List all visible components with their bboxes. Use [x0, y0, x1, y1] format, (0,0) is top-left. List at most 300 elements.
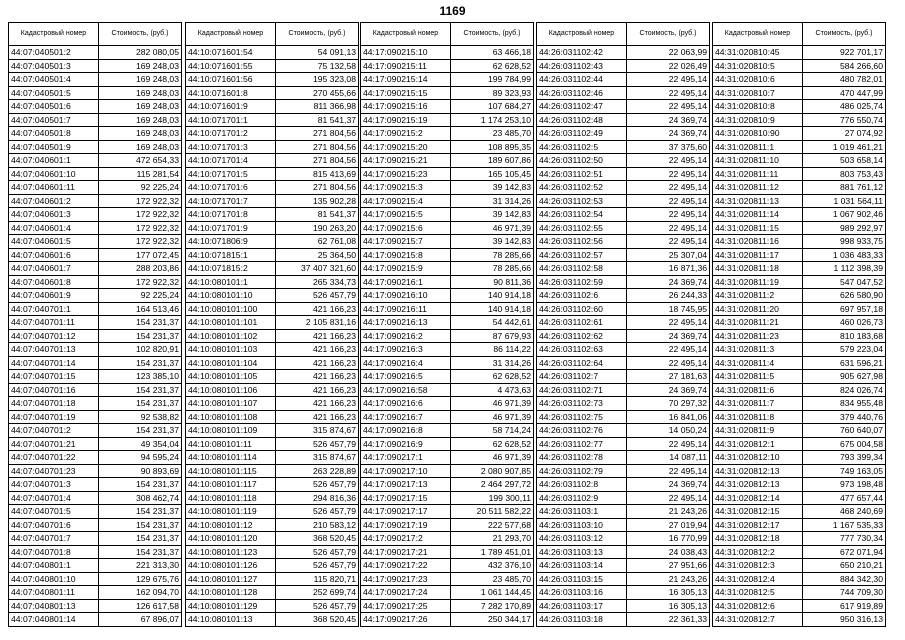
cadastral-table-5	[712, 22, 886, 627]
cadastral-number-cell: 44:10:071701:4	[186, 154, 276, 168]
cost-cell: 24 369,74	[627, 329, 710, 343]
cost-cell: 922 701,17	[803, 46, 886, 60]
cost-cell: 884 342,30	[803, 572, 886, 586]
cadastral-number-cell: 44:26:031102:55	[537, 221, 627, 235]
cadastral-number-cell: 44:07:040801:13	[9, 599, 99, 613]
cost-cell: 421 166,23	[276, 343, 359, 357]
table-row	[537, 154, 710, 168]
cost-cell: 154 231,37	[99, 329, 182, 343]
table-row	[9, 410, 182, 424]
cost-cell: 421 166,23	[276, 302, 359, 316]
cost-cell: 793 399,34	[803, 451, 886, 465]
cost-cell: 526 457,79	[276, 599, 359, 613]
cadastral-number-cell: 44:07:040601:4	[9, 221, 99, 235]
table-row	[186, 248, 359, 262]
cadastral-number-header: Кадастровый номер	[9, 23, 99, 46]
cost-cell: 1 167 535,33	[803, 518, 886, 532]
table-row	[9, 140, 182, 154]
table-row	[361, 329, 534, 343]
table-row	[186, 343, 359, 357]
cadastral-number-cell: 44:10:080101:120	[186, 532, 276, 546]
cost-cell: 7 282 170,89	[451, 599, 534, 613]
table-row	[186, 127, 359, 141]
table-row	[713, 356, 886, 370]
cadastral-number-header: Кадастровый номер	[713, 23, 803, 46]
cadastral-number-cell: 44:07:040701:5	[9, 505, 99, 519]
cost-cell: 169 248,03	[99, 127, 182, 141]
cost-cell: 526 457,79	[276, 289, 359, 303]
cadastral-number-cell: 44:10:071601:55	[186, 59, 276, 73]
cost-cell: 26 244,33	[627, 289, 710, 303]
cost-cell: 21 293,70	[451, 532, 534, 546]
cadastral-number-cell: 44:17:090216:2	[361, 329, 451, 343]
cadastral-number-cell: 44:07:040601:10	[9, 167, 99, 181]
cadastral-number-cell: 44:10:071701:9	[186, 221, 276, 235]
table-header-row	[9, 23, 182, 46]
cost-cell: 21 243,26	[627, 572, 710, 586]
table-row	[361, 559, 534, 573]
table-row	[361, 518, 534, 532]
cadastral-number-cell: 44:17:090217:13	[361, 478, 451, 492]
cost-cell: 4 473,63	[451, 383, 534, 397]
cost-cell: 749 163,05	[803, 464, 886, 478]
cadastral-number-cell: 44:17:090217:21	[361, 545, 451, 559]
cost-cell: 172 922,32	[99, 194, 182, 208]
cadastral-number-cell: 44:26:031103:10	[537, 518, 627, 532]
cost-cell: 760 640,07	[803, 424, 886, 438]
table-row	[713, 329, 886, 343]
cadastral-number-cell: 44:31:020811:3	[713, 343, 803, 357]
cost-cell: 27 074,92	[803, 127, 886, 141]
cost-cell: 2 105 831,16	[276, 316, 359, 330]
cadastral-number-cell: 44:07:040701:15	[9, 370, 99, 384]
cadastral-number-cell: 44:10:080101:118	[186, 491, 276, 505]
cadastral-number-header: Кадастровый номер	[537, 23, 627, 46]
cost-cell: 315 874,67	[276, 424, 359, 438]
table-row	[713, 410, 886, 424]
table-row	[537, 235, 710, 249]
table-row	[713, 518, 886, 532]
cadastral-number-cell: 44:07:040701:21	[9, 437, 99, 451]
cadastral-number-cell: 44:31:020810:9	[713, 113, 803, 127]
table-row	[537, 194, 710, 208]
cadastral-number-cell: 44:31:020812:7	[713, 613, 803, 627]
cost-cell: 803 753,43	[803, 167, 886, 181]
cadastral-number-cell: 44:31:020811:18	[713, 262, 803, 276]
cadastral-number-cell: 44:31:020812:5	[713, 586, 803, 600]
table-row	[713, 599, 886, 613]
cadastral-number-cell: 44:17:090215:9	[361, 262, 451, 276]
cost-cell: 169 248,03	[99, 113, 182, 127]
table-row	[361, 140, 534, 154]
cost-cell: 1 067 902,46	[803, 208, 886, 222]
table-row	[713, 505, 886, 519]
cost-cell: 89 323,93	[451, 86, 534, 100]
cost-cell: 421 166,23	[276, 397, 359, 411]
table-row	[186, 491, 359, 505]
cost-cell: 263 228,89	[276, 464, 359, 478]
table-row	[537, 140, 710, 154]
cadastral-number-cell: 44:26:031102:54	[537, 208, 627, 222]
table-row	[537, 532, 710, 546]
cadastral-number-cell: 44:26:031103:17	[537, 599, 627, 613]
cadastral-number-cell: 44:07:040501:7	[9, 113, 99, 127]
cost-cell: 63 466,18	[451, 46, 534, 60]
cadastral-number-cell: 44:31:020811:7	[713, 397, 803, 411]
cadastral-number-cell: 44:26:031102:49	[537, 127, 627, 141]
cost-cell: 172 922,32	[99, 221, 182, 235]
cost-cell: 22 495,14	[627, 356, 710, 370]
cadastral-number-cell: 44:26:031103:14	[537, 559, 627, 573]
table-row	[361, 356, 534, 370]
cost-cell: 62 761,08	[276, 235, 359, 249]
cost-cell: 22 495,14	[627, 221, 710, 235]
cadastral-number-cell: 44:26:031102:8	[537, 478, 627, 492]
cost-cell: 22 495,14	[627, 316, 710, 330]
cadastral-number-cell: 44:17:090216:4	[361, 356, 451, 370]
cost-cell: 21 243,26	[627, 505, 710, 519]
table-row	[9, 397, 182, 411]
cadastral-number-cell: 44:31:020811:12	[713, 181, 803, 195]
cadastral-number-cell: 44:17:090216:1	[361, 275, 451, 289]
cost-cell: 22 495,14	[627, 464, 710, 478]
cost-cell: 164 513,46	[99, 302, 182, 316]
table-row	[9, 113, 182, 127]
cadastral-number-cell: 44:26:031103:16	[537, 586, 627, 600]
table-row	[361, 613, 534, 627]
cadastral-number-cell: 44:17:090217:22	[361, 559, 451, 573]
cost-cell: 18 745,95	[627, 302, 710, 316]
cadastral-number-cell: 44:07:040701:13	[9, 343, 99, 357]
table-row	[361, 478, 534, 492]
cost-cell: 154 231,37	[99, 356, 182, 370]
cost-cell: 154 231,37	[99, 518, 182, 532]
table-row	[186, 532, 359, 546]
cost-cell: 169 248,03	[99, 100, 182, 114]
table-row	[361, 46, 534, 60]
table-row	[361, 599, 534, 613]
table-row	[713, 235, 886, 249]
cadastral-number-header: Кадастровый номер	[186, 23, 276, 46]
cadastral-table-3	[360, 22, 534, 627]
cost-cell: 526 457,79	[276, 559, 359, 573]
cost-cell: 421 166,23	[276, 383, 359, 397]
cost-cell: 626 580,90	[803, 289, 886, 303]
cost-cell: 1 036 483,33	[803, 248, 886, 262]
cost-header: Стоимость, (руб.)	[451, 23, 534, 46]
cost-header: Стоимость, (руб.)	[627, 23, 710, 46]
cost-cell: 421 166,23	[276, 329, 359, 343]
table-row	[361, 545, 534, 559]
cost-cell: 20 511 582,22	[451, 505, 534, 519]
cadastral-number-cell: 44:26:031102:5	[537, 140, 627, 154]
table-row	[537, 518, 710, 532]
table-row	[9, 545, 182, 559]
cadastral-number-cell: 44:07:040701:8	[9, 545, 99, 559]
table-row	[713, 140, 886, 154]
cadastral-number-cell: 44:31:020810:7	[713, 86, 803, 100]
table-row	[713, 275, 886, 289]
cadastral-number-cell: 44:07:040501:8	[9, 127, 99, 141]
cadastral-number-cell: 44:26:031103:18	[537, 613, 627, 627]
table-row	[9, 59, 182, 73]
table-row	[9, 154, 182, 168]
table-row	[537, 410, 710, 424]
cost-cell: 154 231,37	[99, 478, 182, 492]
cadastral-number-cell: 44:07:040501:5	[9, 86, 99, 100]
table-row	[186, 100, 359, 114]
cost-cell: 1 112 398,39	[803, 262, 886, 276]
cadastral-number-cell: 44:26:031102:7	[537, 370, 627, 384]
cadastral-number-cell: 44:31:020811:11	[713, 167, 803, 181]
cost-cell: 22 361,33	[627, 613, 710, 627]
cost-cell: 1 789 451,01	[451, 545, 534, 559]
cost-cell: 46 971,39	[451, 451, 534, 465]
cadastral-number-cell: 44:10:080101:102	[186, 329, 276, 343]
cadastral-number-cell: 44:31:020812:17	[713, 518, 803, 532]
cost-cell: 31 314,26	[451, 356, 534, 370]
cadastral-number-cell: 44:07:040501:4	[9, 73, 99, 87]
cost-cell: 315 874,67	[276, 451, 359, 465]
cadastral-number-cell: 44:07:040601:3	[9, 208, 99, 222]
cost-cell: 169 248,03	[99, 73, 182, 87]
cadastral-number-cell: 44:17:090216:3	[361, 343, 451, 357]
cost-cell: 54 091,13	[276, 46, 359, 60]
cadastral-number-cell: 44:17:090215:7	[361, 235, 451, 249]
cadastral-number-cell: 44:26:031102:62	[537, 329, 627, 343]
cost-cell: 271 804,56	[276, 127, 359, 141]
cost-cell: 24 369,74	[627, 275, 710, 289]
cost-cell: 221 313,30	[99, 559, 182, 573]
cost-cell: 154 231,37	[99, 505, 182, 519]
cost-cell: 140 914,18	[451, 302, 534, 316]
cadastral-number-cell: 44:26:031102:75	[537, 410, 627, 424]
table-row	[537, 613, 710, 627]
cadastral-number-cell: 44:17:090216:8	[361, 424, 451, 438]
cadastral-number-cell: 44:10:080101:108	[186, 410, 276, 424]
cadastral-number-cell: 44:31:020811:10	[713, 154, 803, 168]
cadastral-number-cell: 44:10:080101:12	[186, 518, 276, 532]
cost-cell: 368 520,45	[276, 532, 359, 546]
cadastral-number-cell: 44:07:040701:23	[9, 464, 99, 478]
cost-cell: 421 166,23	[276, 410, 359, 424]
cadastral-number-cell: 44:26:031103:12	[537, 532, 627, 546]
cadastral-number-cell: 44:07:040601:7	[9, 262, 99, 276]
table-row	[713, 545, 886, 559]
cadastral-number-cell: 44:26:031102:52	[537, 181, 627, 195]
table-row	[713, 73, 886, 87]
cadastral-number-cell: 44:26:031102:73	[537, 397, 627, 411]
table-row	[361, 343, 534, 357]
cadastral-number-cell: 44:10:080101:1	[186, 275, 276, 289]
table-row	[9, 613, 182, 627]
cadastral-number-cell: 44:17:090215:3	[361, 181, 451, 195]
table-row	[713, 289, 886, 303]
table-row	[713, 586, 886, 600]
table-row	[9, 491, 182, 505]
cadastral-number-cell: 44:17:090217:2	[361, 532, 451, 546]
table-row	[537, 599, 710, 613]
table-row	[186, 181, 359, 195]
cadastral-number-cell: 44:26:031102:44	[537, 73, 627, 87]
cost-cell: 810 183,68	[803, 329, 886, 343]
cadastral-number-cell: 44:26:031102:60	[537, 302, 627, 316]
cadastral-number-cell: 44:26:031103:15	[537, 572, 627, 586]
cost-cell: 744 709,30	[803, 586, 886, 600]
cost-cell: 250 344,17	[451, 613, 534, 627]
table-row	[361, 262, 534, 276]
cost-cell: 37 407 321,60	[276, 262, 359, 276]
table-row	[186, 59, 359, 73]
table-row	[9, 599, 182, 613]
cost-cell: 650 210,21	[803, 559, 886, 573]
table-header-row	[361, 23, 534, 46]
table-header-row	[713, 23, 886, 46]
cadastral-number-cell: 44:31:020811:17	[713, 248, 803, 262]
table-row	[9, 86, 182, 100]
table-row	[537, 370, 710, 384]
table-row	[186, 275, 359, 289]
cadastral-number-cell: 44:26:031102:9	[537, 491, 627, 505]
table-row	[9, 572, 182, 586]
table-row	[186, 410, 359, 424]
table-row	[537, 572, 710, 586]
table-row	[361, 424, 534, 438]
cost-header: Стоимость, (руб.)	[99, 23, 182, 46]
cadastral-number-cell: 44:17:090216:10	[361, 289, 451, 303]
table-row	[186, 478, 359, 492]
table-row	[713, 383, 886, 397]
cost-cell: 37 375,60	[627, 140, 710, 154]
table-row	[361, 73, 534, 87]
cadastral-number-cell: 44:07:040701:7	[9, 532, 99, 546]
table-row	[186, 73, 359, 87]
cost-cell: 22 495,14	[627, 167, 710, 181]
cost-cell: 834 955,48	[803, 397, 886, 411]
cost-cell: 39 142,83	[451, 208, 534, 222]
cadastral-number-cell: 44:31:020811:1	[713, 140, 803, 154]
cadastral-number-cell: 44:26:031102:46	[537, 86, 627, 100]
cadastral-number-cell: 44:17:090216:58	[361, 383, 451, 397]
cost-cell: 584 266,60	[803, 59, 886, 73]
cadastral-number-cell: 44:07:040601:11	[9, 181, 99, 195]
cost-cell: 22 063,99	[627, 46, 710, 60]
cadastral-number-cell: 44:17:090215:19	[361, 113, 451, 127]
cadastral-number-cell: 44:26:031102:47	[537, 100, 627, 114]
cost-cell: 177 072,45	[99, 248, 182, 262]
cost-cell: 16 841,06	[627, 410, 710, 424]
cost-cell: 169 248,03	[99, 86, 182, 100]
table-header-row	[186, 23, 359, 46]
cadastral-number-cell: 44:10:080101:11	[186, 437, 276, 451]
cost-cell: 195 323,08	[276, 73, 359, 87]
cost-cell: 526 457,79	[276, 545, 359, 559]
table-row	[537, 343, 710, 357]
cadastral-number-cell: 44:17:090215:4	[361, 194, 451, 208]
table-row	[537, 127, 710, 141]
table-row	[713, 154, 886, 168]
table-row	[537, 397, 710, 411]
cadastral-number-cell: 44:10:080101:119	[186, 505, 276, 519]
cost-cell: 27 951,66	[627, 559, 710, 573]
cost-cell: 777 730,34	[803, 532, 886, 546]
table-row	[186, 329, 359, 343]
table-row	[186, 316, 359, 330]
cost-cell: 24 369,74	[627, 127, 710, 141]
table-row	[537, 491, 710, 505]
cost-cell: 22 026,49	[627, 59, 710, 73]
table-row	[361, 383, 534, 397]
table-row	[537, 316, 710, 330]
cadastral-number-cell: 44:07:040801:11	[9, 586, 99, 600]
cost-cell: 78 285,66	[451, 248, 534, 262]
cadastral-number-cell: 44:10:080101:115	[186, 464, 276, 478]
cost-cell: 78 285,66	[451, 262, 534, 276]
cost-cell: 190 263,20	[276, 221, 359, 235]
table-row	[361, 221, 534, 235]
table-row	[713, 113, 886, 127]
cost-cell: 86 114,22	[451, 343, 534, 357]
cost-cell: 675 004,58	[803, 437, 886, 451]
table-row	[9, 451, 182, 465]
cadastral-number-cell: 44:10:071815:1	[186, 248, 276, 262]
cadastral-number-cell: 44:17:090215:20	[361, 140, 451, 154]
table-row	[713, 478, 886, 492]
table-row	[9, 221, 182, 235]
cadastral-number-cell: 44:26:031102:57	[537, 248, 627, 262]
cadastral-number-cell: 44:26:031102:61	[537, 316, 627, 330]
cost-cell: 46 971,39	[451, 397, 534, 411]
cost-cell: 503 658,14	[803, 154, 886, 168]
table-row	[9, 235, 182, 249]
table-row	[537, 302, 710, 316]
cost-cell: 81 541,37	[276, 113, 359, 127]
cost-cell: 210 583,12	[276, 518, 359, 532]
table-row	[713, 86, 886, 100]
table-row	[713, 532, 886, 546]
table-row	[713, 59, 886, 73]
cost-header: Стоимость, (руб.)	[803, 23, 886, 46]
cadastral-number-cell: 44:10:080101:104	[186, 356, 276, 370]
cadastral-number-cell: 44:07:040601:9	[9, 289, 99, 303]
table-row	[361, 113, 534, 127]
cost-cell: 31 314,26	[451, 194, 534, 208]
table-row	[186, 370, 359, 384]
cost-cell: 379 440,76	[803, 410, 886, 424]
table-row	[361, 194, 534, 208]
cadastral-number-cell: 44:31:020812:4	[713, 572, 803, 586]
cadastral-number-cell: 44:31:020812:10	[713, 451, 803, 465]
cost-cell: 67 896,07	[99, 613, 182, 627]
table-row	[9, 46, 182, 60]
table-row	[713, 451, 886, 465]
table-row	[186, 208, 359, 222]
cadastral-number-cell: 44:10:080101:10	[186, 289, 276, 303]
cadastral-number-cell: 44:07:040701:6	[9, 518, 99, 532]
cost-cell: 54 442,61	[451, 316, 534, 330]
table-row	[9, 370, 182, 384]
cost-cell: 123 385,10	[99, 370, 182, 384]
cadastral-number-cell: 44:10:080101:128	[186, 586, 276, 600]
cost-cell: 24 369,74	[627, 478, 710, 492]
cost-cell: 189 607,86	[451, 154, 534, 168]
cadastral-number-cell: 44:17:090215:2	[361, 127, 451, 141]
cost-cell: 62 628,52	[451, 59, 534, 73]
cost-cell: 108 895,35	[451, 140, 534, 154]
cadastral-number-cell: 44:31:020812:2	[713, 545, 803, 559]
cadastral-number-cell: 44:17:090217:26	[361, 613, 451, 627]
table-row	[9, 127, 182, 141]
